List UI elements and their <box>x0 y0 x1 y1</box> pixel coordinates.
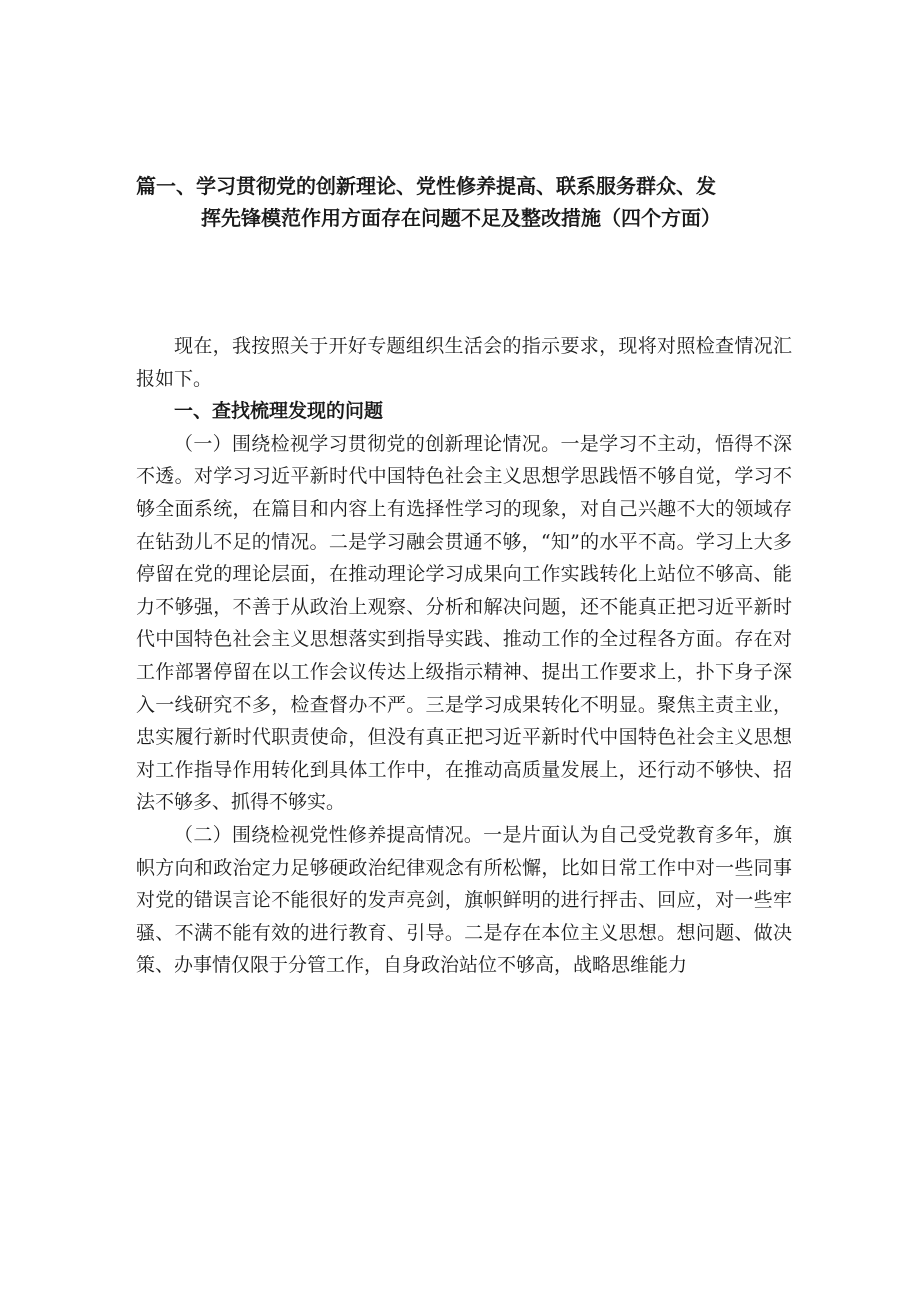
paragraph-2: （二）围绕检视党性修养提高情况。一是片面认为自己受党教育多年，旗帜方向和政治定力足够硬政治纪律观念有所松懈，比如日常工作中对一些同事对党的错误言论不能很好的发声亮剑，旗帜鲜明的进行抨击、回应，对一些牢骚、不满不能有效的进行教育、引导。二是存在本位主义思想。想问题、做决策、办事情仅限于分管工作，自身政治站位不够高，战略思维能力 <box>136 823 792 977</box>
intro-paragraph: 现在，我按照关于开好专题组织生活会的指示要求，现将对照检查情况汇报如下。 <box>136 335 792 390</box>
document-title-line-1: 篇一、学习贯彻党的创新理论、党性修养提高、联系服务群众、发 <box>136 174 716 198</box>
document-body <box>136 330 792 982</box>
section-heading: 一、查找梳理发现的问题 <box>174 400 384 423</box>
document-title-line-2: 挥先锋模范作用方面存在问题不足及整改措施（四个方面） <box>201 206 721 230</box>
paragraph-1: （一）围绕检视学习贯彻党的创新理论情况。一是学习不主动，悟得不深不透。对学习习近平新时代中国特色社会主义思想学思践悟不够自觉，学习不够全面系统，在篇目和内容上有选择性学习的现象，对自己兴趣不大的领域存在钻劲儿不足的情况。二是学习融会贯通不够，“知”的水平不高。学习上大多停留在党的理论层面，在推动理论学习成果向工作实践转化上站位不够高、能力不够强，不善于从政治上观察、分析和解决问题，还不能真正把习近平新时代中国特色社会主义思想落实到指导实践、推动工作的全过程各方面。存在对工作部署停留在以工作会议传达上级指示精神、提出工作要求上，扑下身子深入一线研究不多，检查督办不严。三是学习成果转化不明显。聚焦主责主业，忠实履行新时代职责使命，但没有真正把习近平新时代中国特色社会主义思想对工作指导作用转化到具体工作中，在推动高质量发展上，还行动不够快、招法不够多、抓得不够实。 <box>136 432 792 814</box>
